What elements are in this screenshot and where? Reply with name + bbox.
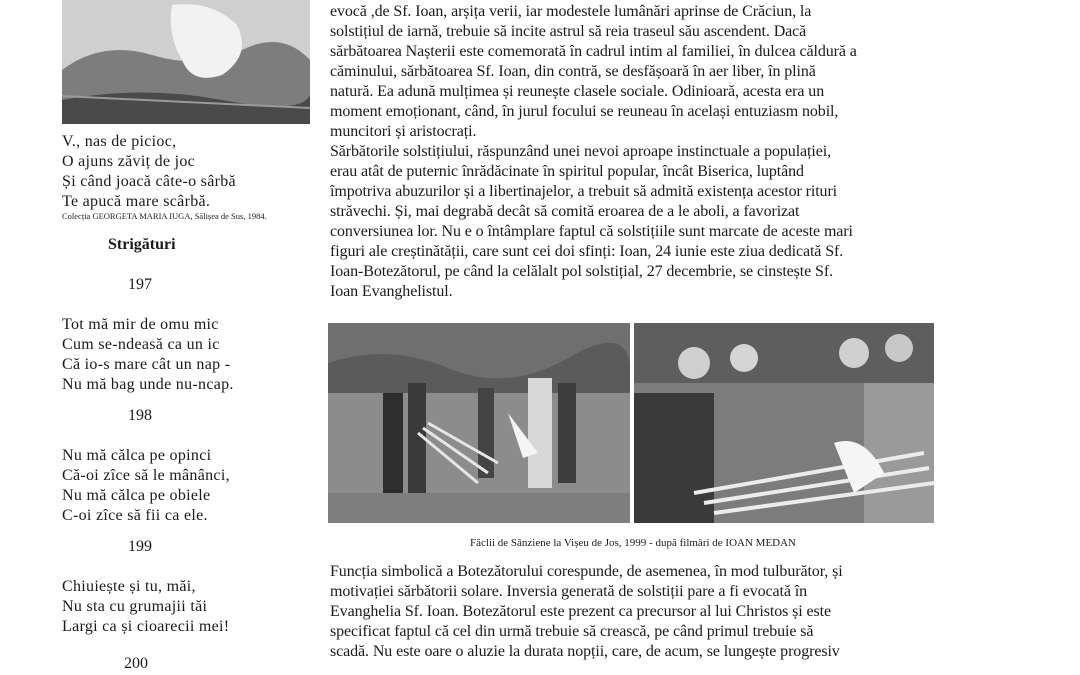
poem-number: 200 xyxy=(124,655,148,672)
text-line: motivației sărbătorii solare. Inversia generată de solstiții pare a fi evocată în xyxy=(330,583,808,600)
poem xyxy=(62,315,322,395)
verse-line: Că-oi zîce să le mânânci, xyxy=(62,467,230,484)
text-line: figuri ale creștinătății, care sunt cei doi sfinți: Ioan, 24 iunie este ziua dedicată Sf. xyxy=(330,243,844,260)
verse-line: Și când joacă câte-o sârbă xyxy=(62,173,236,190)
poem-number: 198 xyxy=(128,407,152,424)
festival-photo-right xyxy=(634,323,934,523)
text-line: muncitori și aristocrați. xyxy=(330,123,477,140)
text-line: solstițiul de iarnă, trebuie să incite astrul să reia traseul său ascendent. Dacă xyxy=(330,23,807,40)
text-line: Evanghelia Sf. Ioan. Botezătorul este prezent ca precursor al lui Christos și este xyxy=(330,603,831,620)
text-line: specificat faptul că cel din urmă trebuie să crească, pe când primul trebuie să xyxy=(330,623,814,640)
poem-number: 197 xyxy=(128,276,152,293)
verse-line: Nu mă călca pe obiele xyxy=(62,487,211,504)
text-line: natură. Ea adună mulțimea și reunește clasele sociale. Odinioară, acesta era un xyxy=(330,83,825,100)
festival-photo-left xyxy=(328,323,630,523)
article-bottom xyxy=(330,562,942,662)
verse-line: Nu mă bag unde nu-ncap. xyxy=(62,376,234,393)
verse-line: Nu mă călca pe opinci xyxy=(62,447,212,464)
verse-line: Largi ca și cioarecii mei! xyxy=(62,618,230,635)
verse-line: Te apucă mare scârbă. xyxy=(62,193,211,210)
poem xyxy=(62,577,322,637)
verse-line: Cum se-ndeasă ca un ic xyxy=(62,336,220,353)
verse-line: Că io-s mare cât un nap - xyxy=(62,356,231,373)
text-line: împotriva abuzurilor și a libertinajelor, a trebuit să admită existența acestor rituri xyxy=(330,183,838,200)
text-line: erau atât de puternic înrădăcinate în spiritul popular, încât Biserica, luptând xyxy=(330,163,804,180)
collection-credit: Colecția GEORGETA MARIA IUGA, Sălișea de Sus, 1984. xyxy=(62,211,267,221)
text-line: evocă ,de Sf. Ioan, arșița verii, iar modestele lumânări aprinse de Crăciun, la xyxy=(330,3,812,20)
verse-line: V., nas de picioc, xyxy=(62,133,177,150)
section-title: Strigături xyxy=(108,236,176,253)
text-line: sărbătoarea Nașterii este comemorată în cadrul intim al familiei, în dulcea căldură a xyxy=(330,43,857,60)
text-line: Ioan-Botezătorul, pe când la celălalt pol solstițial, 27 decembrie, se cinstește Sf. xyxy=(330,263,833,280)
photo-caption: Făclii de Sânziene la Vișeu de Jos, 1999 - după filmări de IOAN MEDAN xyxy=(469,537,796,549)
top-photo xyxy=(62,0,310,124)
text-line: scadă. Nu este oare o aluzie la durata nopții, care, de acum, se lungește progresiv xyxy=(330,643,840,660)
text-line: moment emoționant, când, în jurul focului se reuneau în același entuziasm nobil, xyxy=(330,103,839,120)
verse-line: Nu sta cu grumajii tăi xyxy=(62,598,208,615)
text-line: Ioan Evanghelistul. xyxy=(330,283,453,300)
poem xyxy=(62,446,322,526)
verse-line: O ajuns zăviț de joc xyxy=(62,153,196,170)
verse-line: Tot mă mir de omu mic xyxy=(62,316,219,333)
article-top xyxy=(330,2,942,302)
text-line: conversiunea lor. Nu e o întâmplare faptul că solstițiile sunt marcate de aceste mari xyxy=(330,223,853,240)
text-line: străvechi. Și, mai degrabă decât să comită eroarea de a le aboli, a favorizat xyxy=(330,203,800,220)
text-line: căminului, sărbătoarea Sf. Ioan, din contră, se desfășoară în aer liber, în plină xyxy=(330,63,816,80)
text-line: Sărbătorile solstițiului, răspunzând unei nevoi aproape instinctuale a populației, xyxy=(330,143,831,160)
text-line: Funcția simbolică a Botezătorului corespunde, de asemenea, în mod tulburător, și xyxy=(330,563,843,580)
poem-number: 199 xyxy=(128,538,152,555)
verse-a xyxy=(62,132,322,212)
verse-line: C-oi zîce să fii ca ele. xyxy=(62,507,208,524)
verse-line: Chiuiește și tu, măi, xyxy=(62,578,196,595)
